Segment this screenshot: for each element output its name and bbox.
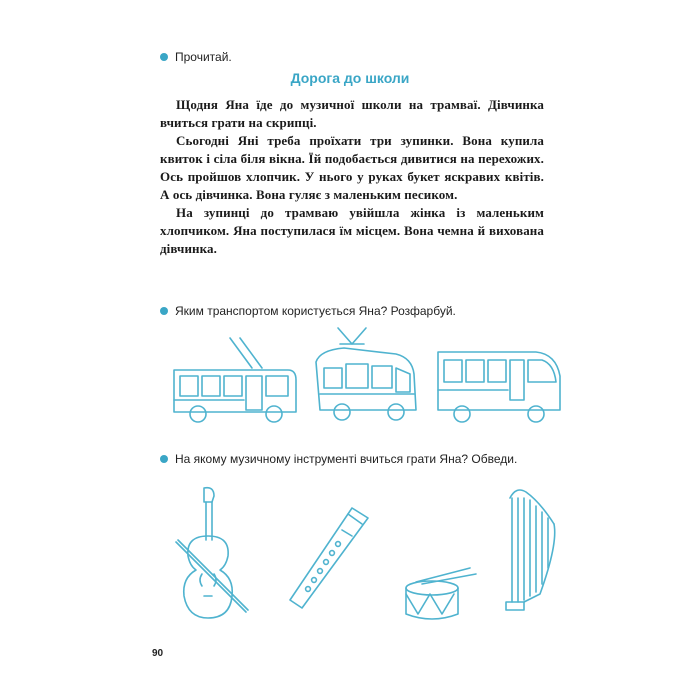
story-title: Дорога до школи <box>290 70 410 86</box>
flute-icon[interactable] <box>282 500 378 620</box>
trolleybus-icon[interactable] <box>170 336 300 426</box>
story-text <box>160 96 544 258</box>
task-read <box>160 50 232 64</box>
story-paragraph-3: На зупинці до трамваю увійшла жінка із маленьким хлопчиком. Яна поступилася їм місцем. Вона чемна й вихована дівчинка. <box>160 205 544 256</box>
bus-icon[interactable] <box>432 346 564 426</box>
task-instrument <box>160 452 517 466</box>
violin-icon[interactable] <box>168 484 252 624</box>
page-number: 90 <box>152 648 164 659</box>
task-transport <box>160 304 456 318</box>
bullet-icon <box>160 307 168 315</box>
task-instrument-text: На якому музичному інструменті вчиться грати Яна? Обведи. <box>175 452 518 466</box>
drum-icon[interactable] <box>398 566 480 626</box>
harp-icon[interactable] <box>494 484 564 618</box>
bullet-icon <box>160 455 168 463</box>
bullet-icon <box>160 53 168 61</box>
story-paragraph-1: Щодня Яна їде до музичної школи на трамваї. Дівчинка вчиться грати на скрипці. <box>160 97 544 130</box>
tram-icon[interactable] <box>310 326 420 426</box>
story-paragraph-2: Сьогодні Яні треба проїхати три зупинки. Вона купила квиток і сіла біля вікна. Їй подобається дивитися на перехожих. Ось пройшов хлопчик. У нього у руках букет яскравих квітів. А ось дівчинка. Вона гуляє з маленьким песиком. <box>160 133 544 202</box>
task-transport-text: Яким транспортом користується Яна? Розфарбуй. <box>175 304 456 318</box>
task-read-text: Прочитай. <box>175 50 232 64</box>
